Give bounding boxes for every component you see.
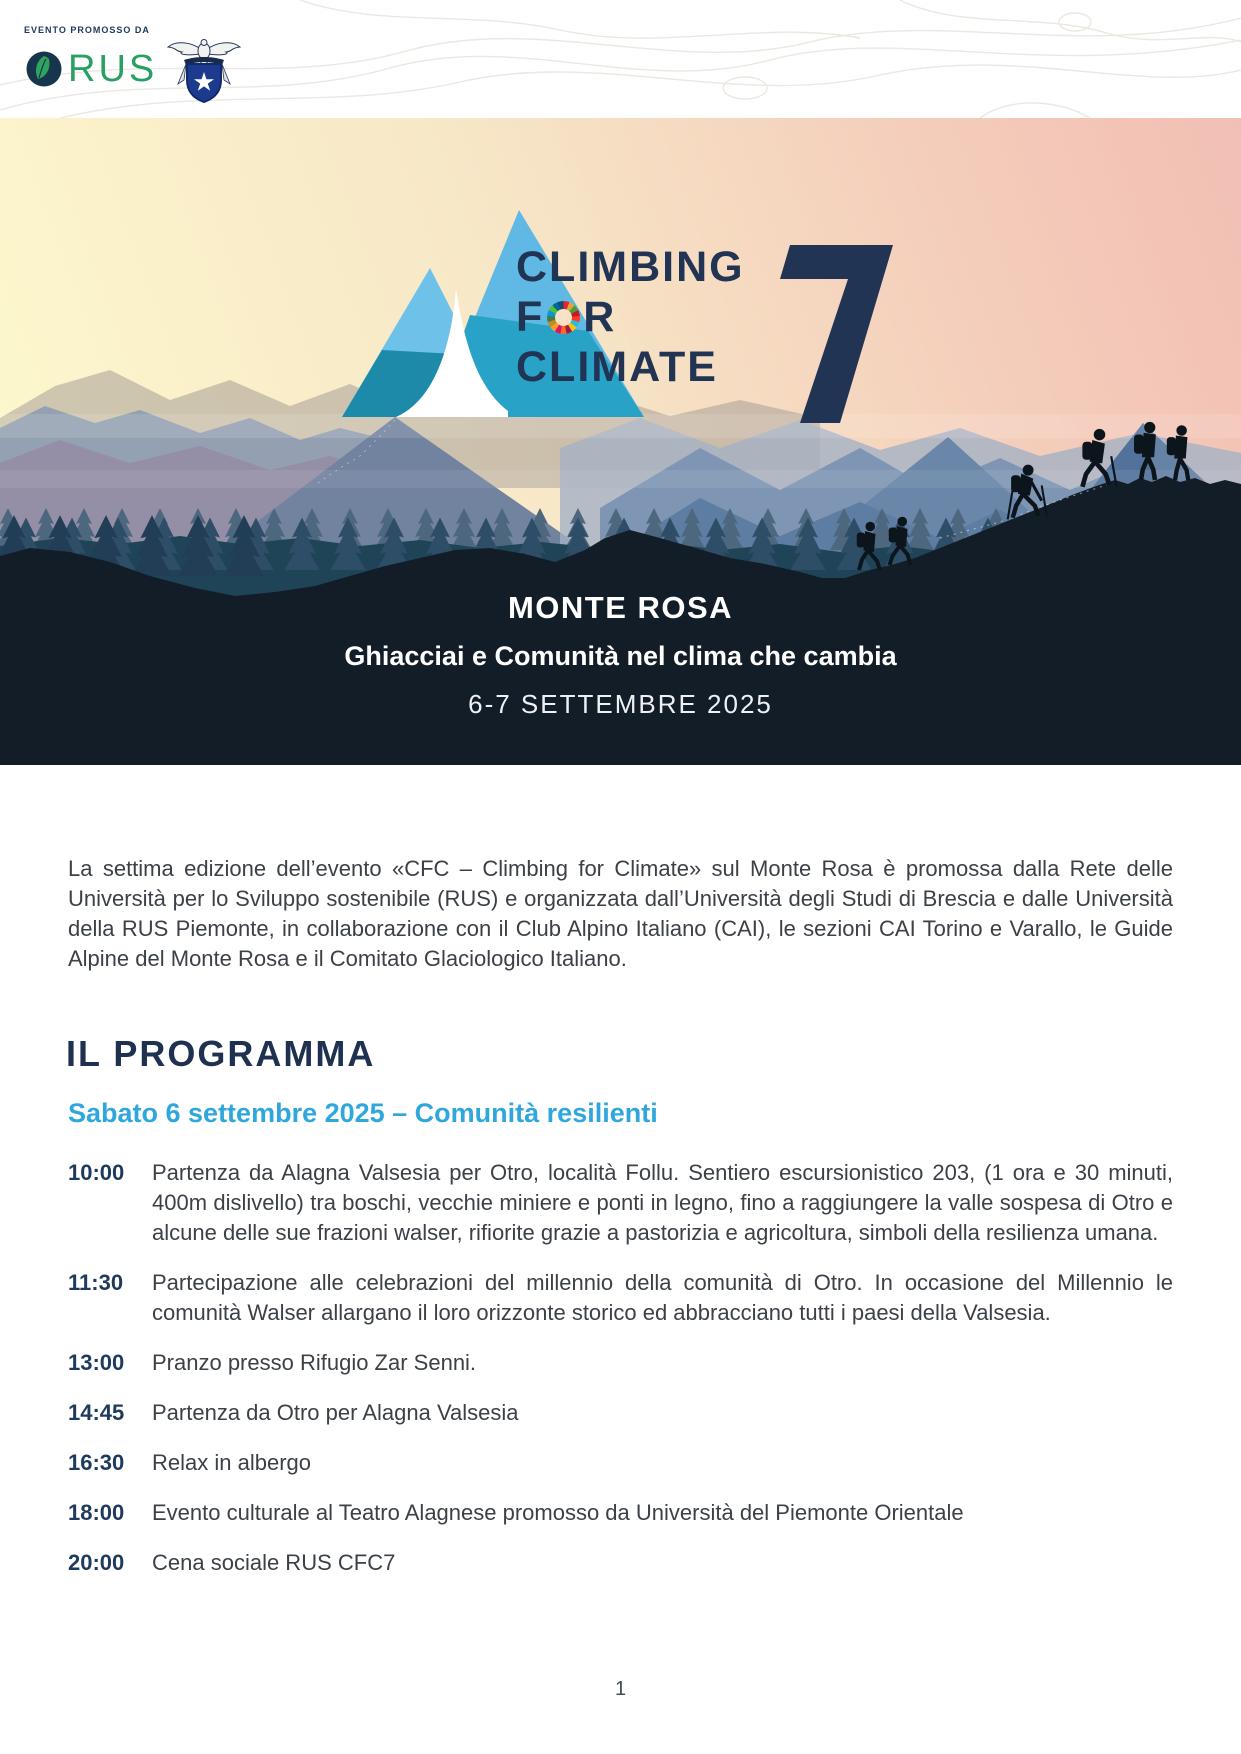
schedule-time: 11:30 bbox=[68, 1270, 124, 1295]
schedule-text: Relax in albergo bbox=[152, 1450, 311, 1475]
schedule-time: 10:00 bbox=[68, 1160, 125, 1185]
sdg-wheel-hole bbox=[555, 309, 572, 326]
schedule-row bbox=[68, 1448, 1173, 1478]
schedule-time: 20:00 bbox=[68, 1550, 125, 1575]
schedule-time: 13:00 bbox=[68, 1350, 125, 1375]
event-dates: 6-7 SETTEMBRE 2025 bbox=[468, 689, 773, 719]
schedule-row bbox=[68, 1498, 1173, 1528]
rus-leaf-icon bbox=[26, 51, 62, 87]
schedule-text: Pranzo presso Rifugio Zar Senni. bbox=[152, 1350, 477, 1375]
schedule-text: Partenza da Alagna Valsesia per Otro, località Follu. Sentiero escursionistico 203, (1 ora e 30 minuti, 400m dislivello) tra boschi, vecchie miniere e ponti in legno, fino a raggiungere la valle sospesa di Otro e alcune delle sue frazioni walser, rifiorite grazie a pastorizia e agricoltura, simboli della resilienza umana. bbox=[152, 1160, 1173, 1245]
hero-banner bbox=[0, 118, 1241, 765]
logo-line-for: F R bbox=[516, 293, 617, 341]
schedule-text: Partecipazione alle celebrazioni del millennio della comunità di Otro. In occasione del Millennio le comunità Walser allargano il loro orizzonte storico ed abbracciano tutti i paesi della Valsesia. bbox=[152, 1270, 1173, 1325]
promo-label: EVENTO PROMOSSO DA bbox=[24, 25, 150, 35]
sdg-wheel-icon bbox=[547, 301, 580, 334]
header-bar bbox=[0, 0, 1241, 118]
event-title-block bbox=[0, 590, 1241, 720]
program-day-title: Sabato 6 settembre 2025 – Comunità resilienti bbox=[68, 1098, 658, 1128]
event-location: MONTE ROSA bbox=[507, 590, 734, 625]
event-subtitle: Ghiacciai e Comunità nel clima che cambia bbox=[344, 641, 897, 671]
schedule-row bbox=[68, 1398, 1173, 1428]
schedule-row bbox=[68, 1548, 1173, 1578]
event-logo bbox=[516, 242, 745, 392]
rus-logo bbox=[26, 50, 157, 88]
edition-numeral-7 bbox=[772, 245, 893, 423]
schedule-text: Cena sociale RUS CFC7 bbox=[152, 1550, 396, 1575]
page-number: 1 bbox=[614, 1678, 627, 1700]
schedule-row bbox=[68, 1348, 1173, 1378]
schedule-time: 16:30 bbox=[68, 1450, 125, 1475]
schedule-row bbox=[68, 1268, 1173, 1328]
schedule-text: Evento culturale al Teatro Alagnese promosso da Università del Piemonte Orientale bbox=[152, 1500, 964, 1525]
rus-wordmark: RUS bbox=[68, 48, 158, 90]
logo-line-climate: CLIMATE bbox=[516, 343, 718, 391]
schedule-time: 14:45 bbox=[68, 1400, 125, 1425]
schedule-text: Partenza da Otro per Alagna Valsesia bbox=[152, 1400, 519, 1425]
program-schedule bbox=[68, 1158, 1173, 1598]
schedule-time: 18:00 bbox=[68, 1500, 125, 1525]
schedule-row bbox=[68, 1158, 1173, 1248]
intro-paragraph: La settima edizione dell’evento «CFC – Climbing for Climate» sul Monte Rosa è promossa dalla Rete delle Università per lo Sviluppo sostenibile (RUS) e organizzata dall’Università degli Studi di Brescia e dalle Università della RUS Piemonte, in collaborazione con il Club Alpino Italiano (CAI), le sezioni CAI Torino e Varallo, le Guide Alpine del Monte Rosa e il Comitato Glaciologico Italiano. bbox=[68, 856, 1173, 971]
cai-crest-icon bbox=[166, 38, 242, 104]
program-title: IL PROGRAMMA bbox=[66, 1033, 376, 1074]
logo-line-climbing: CLIMBING bbox=[516, 243, 745, 291]
